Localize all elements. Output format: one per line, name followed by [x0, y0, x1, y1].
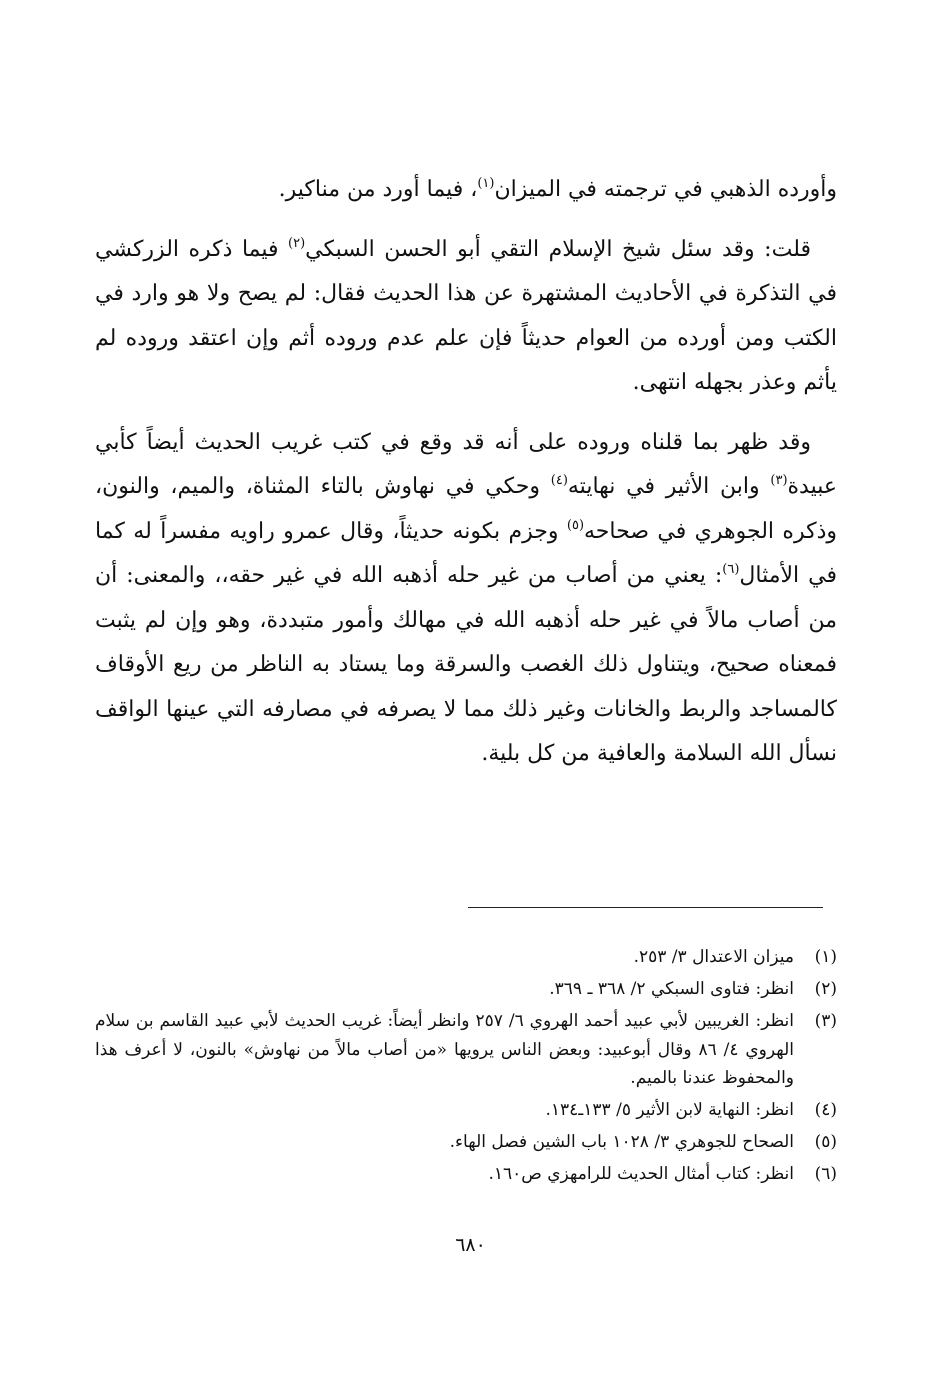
- footnote-number: (٢): [814, 979, 837, 999]
- footnote-text: انظر: النهاية لابن الأثير ٥/ ١٣٣ـ١٣٤.: [545, 1100, 794, 1120]
- footnote-ref: (٤): [550, 473, 568, 488]
- paragraph-3: [95, 421, 837, 777]
- footnote-text: انظر: الغريبين لأبي عبيد أحمد الهروي ٦/ ٢٥٧ وانظر أيضاً: غريب الحديث لأبي عبيد القاسم بن سلام الهروي ٤/ ٨٦ وقال أبوعبيد: وبعض الناس يرويها «من أصاب مالاً من نهاوش» بالنون، لا أعرف هذا والمحفوظ عندنا بالميم.: [95, 1011, 794, 1088]
- text-run: وأورده الذهبي في ترجمته في الميزان: [494, 177, 837, 202]
- footnote-number: (١): [814, 947, 837, 967]
- text-run: : يعني من أصاب من غير حله أذهبه الله في غير حقه،، والمعنى: أن من أصاب مالاً في غير حله أذهبه الله في مهالك وأمور متبددة، وهو وإن لم يثبت فمعناه صحيح، ويتناول ذلك الغصب والسرقة وما يستاد به الناظر من ريع الأوقاف كالمساجد والربط والخانات وغير ذلك مما لا يصرفه في مصارفه التي عينها الواقف نسأل الله السلامة والعافية من كل بلية.: [95, 563, 837, 766]
- text-run: وقد ظهر بما قلناه وروده على أنه قد وقع في كتب غريب الحديث أيضاً كأبي عبيدة: [95, 429, 837, 499]
- footnote-2: [95, 975, 837, 1004]
- footnote-text: ميزان الاعتدال ٣/ ٢٥٣.: [633, 947, 794, 967]
- text-run: وحكي في نهاوش بالتاء المثناة، والميم، والنون، وذكره الجوهري في صحاحه: [95, 474, 837, 544]
- footnote-number: (٥): [814, 1132, 837, 1152]
- footnotes-section: [95, 943, 837, 1192]
- footnote-number: (٦): [814, 1164, 837, 1184]
- page-number: ٦٨٠: [455, 1234, 486, 1256]
- footnote-text: الصحاح للجوهري ٣/ ١٠٢٨ باب الشين فصل الهاء.: [449, 1132, 794, 1152]
- main-text: [95, 168, 837, 792]
- footnote-number: (٤): [814, 1100, 837, 1120]
- footnote-1: [95, 943, 837, 972]
- footnote-separator: [468, 907, 823, 908]
- text-run: قلت: وقد سئل شيخ الإسلام التقي أبو الحسن السبكي: [305, 236, 811, 262]
- footnote-ref: (٢): [288, 235, 306, 251]
- footnote-text: انظر: فتاوى السبكي ٢/ ٣٦٨ ـ ٣٦٩.: [549, 979, 794, 999]
- footnote-6: [95, 1160, 837, 1189]
- text-run: وجزم بكونه حديثاً، وقال عمرو راويه مفسراً له كما في الأمثال: [95, 518, 837, 588]
- paragraph-2: [95, 228, 837, 406]
- footnote-4: [95, 1096, 837, 1125]
- text-run: فيما ذكره الزركشي في التذكرة في الأحاديث المشتهرة عن هذا الحديث فقال: لم يصح ولا هو وارد في الكتب ومن أورده من العوام حديثاً فإن علم عدم وروده أثم وإن اعتقد وروده لم يأثم وعذر بجهله انتهى.: [95, 236, 837, 395]
- footnote-text: انظر: كتاب أمثال الحديث للرامهزي ص١٦٠.: [488, 1164, 794, 1184]
- footnote-3: [95, 1007, 837, 1093]
- footnote-ref: (١): [477, 176, 495, 191]
- footnote-ref: (٣): [770, 473, 788, 488]
- footnote-ref: (٦): [722, 562, 740, 577]
- text-run: ، فيما أورد من مناكير.: [278, 177, 478, 202]
- footnote-number: (٣): [814, 1011, 837, 1031]
- paragraph-1: [95, 168, 837, 213]
- footnote-5: [95, 1128, 837, 1157]
- footnote-ref: (٥): [566, 517, 585, 533]
- text-run: وابن الأثير في نهايته: [567, 474, 771, 499]
